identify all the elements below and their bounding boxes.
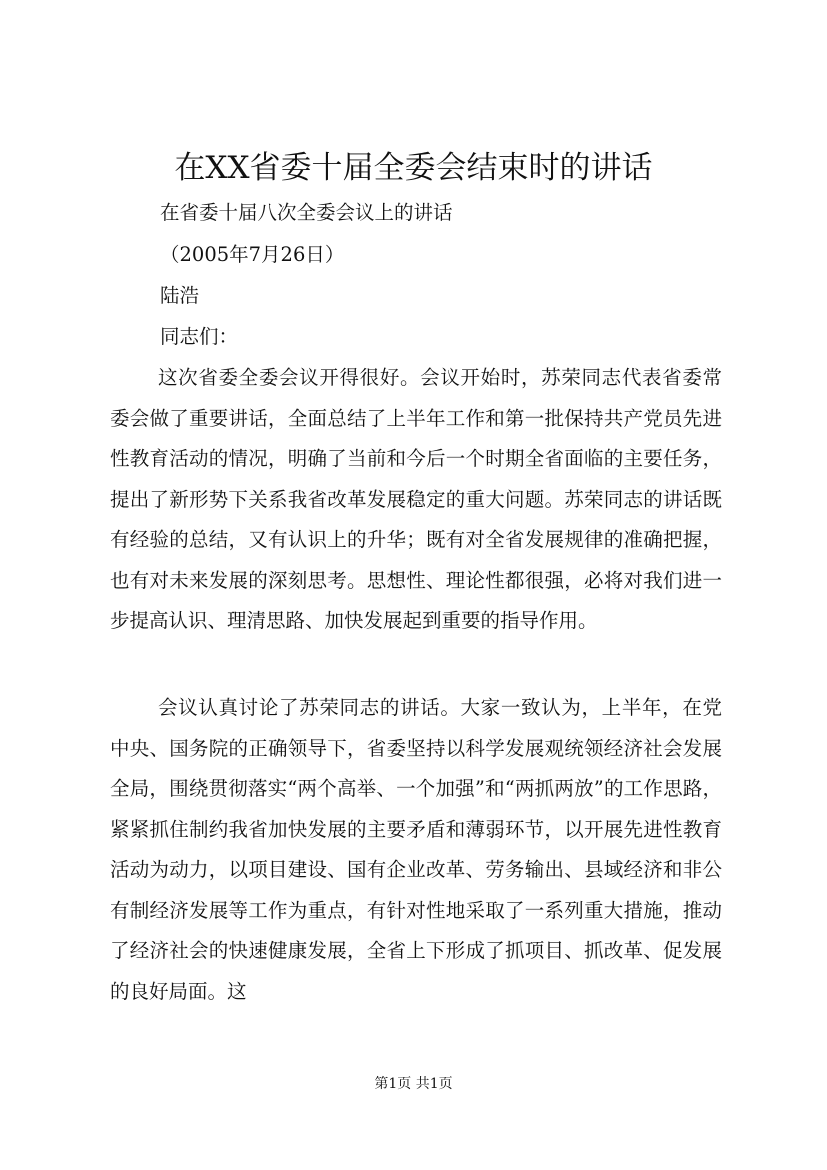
- document-subtitle: 在省委十届八次全委会议上的讲话: [160, 201, 453, 224]
- document-salutation: 同志们：: [160, 325, 239, 348]
- document-title: 在XX省委十届全委会结束时的讲话: [174, 150, 653, 186]
- page-footer: 第1页 共1页: [374, 1076, 453, 1092]
- document-author: 陆浩: [160, 284, 200, 307]
- document-date: （2005年7月26日）: [160, 243, 345, 266]
- body-paragraph-1: 这次省委全委会议开得很好。会议开始时，苏荣同志代表省委常委会做了重要讲话，全面总结了上半年工作和第一批保持共产党员先进性教育活动的情况，明确了当前和今后一个时期全省面临的主要任务，提出了新形势下关系我省改革发展稳定的重大问题。苏荣同志的讲话既有经验的总结，又有认识上的升华；既有对全省发展规律的准确把握，也有对未来发展的深刻思考。思想性、理论性都很强，必将对我们进一步提高认识、理清思路、加快发展起到重要的指导作用。: [110, 366, 722, 632]
- body-paragraph-2: 会议认真讨论了苏荣同志的讲话。大家一致认为，上半年，在党中央、国务院的正确领导下，省委坚持以科学发展观统领经济社会发展全局，围绕贯彻落实“两个高举、一个加强”和“两抓两放”的工作思路，紧紧抓住制约我省加快发展的主要矛盾和薄弱环节，以开展先进性教育活动为动力，以项目建设、国有企业改革、劳务输出、县域经济和非公有制经济发展等工作为重点，有针对性地采取了一系列重大措施，推动了经济社会的快速健康发展，全省上下形成了抓项目、抓改革、促发展的良好局面。这: [110, 696, 722, 1003]
